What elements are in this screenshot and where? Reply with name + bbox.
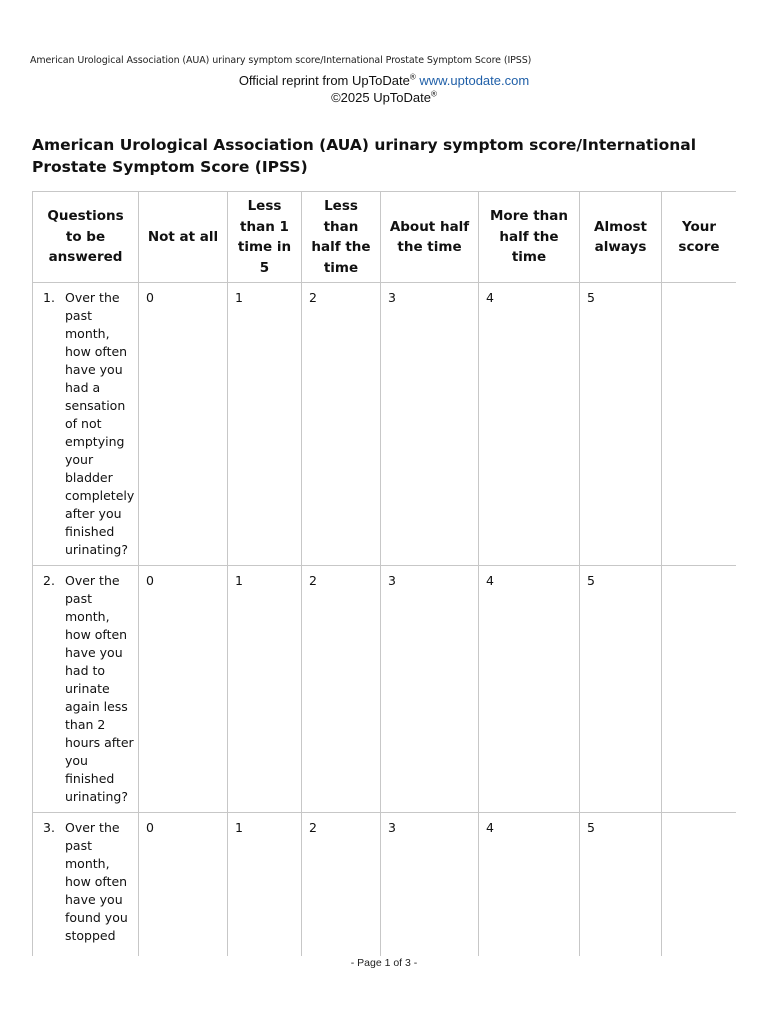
header-less-than-1-in-5: Less than 1 time in 5 [228, 192, 302, 283]
score-cell: 0 [139, 813, 228, 957]
score-cell: 2 [302, 566, 381, 813]
score-cell: 4 [479, 283, 580, 566]
score-cell: 0 [139, 566, 228, 813]
registered-mark-2: ® [431, 89, 437, 99]
score-cell: 2 [302, 813, 381, 957]
score-cell: 1 [228, 566, 302, 813]
score-cell: 3 [381, 566, 479, 813]
uptodate-link[interactable]: www.uptodate.com [419, 73, 530, 88]
table-row [33, 283, 737, 566]
score-cell: 5 [580, 813, 662, 957]
header-almost-always: Almost always [580, 192, 662, 283]
your-score-cell[interactable] [662, 813, 737, 957]
copyright-line [0, 89, 768, 106]
running-header: American Urological Association (AUA) urinary symptom score/International Prostate Symptom Score (IPSS) [30, 55, 532, 66]
question-number: 2. [43, 573, 55, 588]
table-header-row [33, 192, 737, 283]
header-about-half: About half the time [381, 192, 479, 283]
ipss-table-container [32, 191, 736, 956]
question-cell [33, 566, 139, 813]
your-score-cell[interactable] [662, 566, 737, 813]
ipss-table [32, 191, 736, 956]
header-not-at-all: Not at all [139, 192, 228, 283]
score-cell: 5 [580, 283, 662, 566]
page-footer: - Page 1 of 3 - [350, 957, 418, 969]
copyright-text: ©2025 UpToDate [331, 90, 431, 105]
question-text: Over the past month, how often have you had a sensation of not emptying your bladder completely after you finished urinating? [65, 290, 135, 557]
score-cell: 3 [381, 283, 479, 566]
score-cell: 2 [302, 283, 381, 566]
score-cell: 0 [139, 283, 228, 566]
header-questions: Questions to be answered [33, 192, 139, 283]
table-row [33, 566, 737, 813]
header-more-than-half: More than half the time [479, 192, 580, 283]
score-cell: 3 [381, 813, 479, 957]
header-less-than-half: Less than half the time [302, 192, 381, 283]
your-score-cell[interactable] [662, 283, 737, 566]
reprint-line [0, 72, 768, 89]
score-cell: 5 [580, 566, 662, 813]
header-your-score: Your score [662, 192, 737, 283]
question-number: 3. [43, 820, 55, 835]
score-cell: 4 [479, 566, 580, 813]
question-cell [33, 283, 139, 566]
question-text: Over the past month, how often have you had to urinate again less than 2 hours after you finished urinating? [65, 573, 134, 804]
score-cell: 1 [228, 283, 302, 566]
question-cell [33, 813, 139, 957]
registered-mark: ® [409, 72, 416, 82]
score-cell: 1 [228, 813, 302, 957]
table-row [33, 813, 737, 957]
question-number: 1. [43, 290, 55, 305]
score-cell: 4 [479, 813, 580, 957]
reprint-notice [0, 72, 768, 106]
reprint-prefix: Official reprint from UpToDate [238, 73, 410, 88]
question-text: Over the past month, how often have you found you stopped [65, 820, 128, 943]
page-title: American Urological Association (AUA) urinary symptom score/International Prostate Symptom Score (IPSS) [32, 136, 697, 176]
